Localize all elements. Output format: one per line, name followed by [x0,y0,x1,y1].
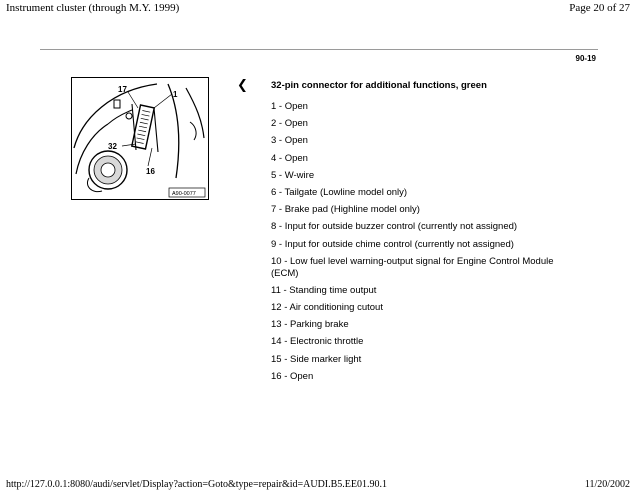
footer-url: http://127.0.0.1:8080/audi/servlet/Display?action=Goto&type=repair&id=AUDI.B5.EE01.90.1 [6,479,388,490]
pin-item: 10 - Low fuel level warning-output signal for Engine Control Module (ECM) [271,255,554,279]
callout-16: 16 [146,167,155,176]
callout-17: 17 [118,85,127,94]
pin-item: 5 - W-wire [271,169,315,181]
callout-1: 1 [173,90,178,99]
page-number: Page 20 of 27 [569,2,630,14]
pin-item: 9 - Input for outside chime control (currently not assigned) [271,238,514,250]
connector-title: 32-pin connector for additional functions, green [271,80,487,91]
pin-item: 14 - Electronic throttle [271,336,364,348]
pin-item: 8 - Input for outside buzzer control (currently not assigned) [271,221,518,233]
pin-item: 15 - Side marker light [271,353,362,365]
document-title: Instrument cluster (through M.Y. 1999) [6,2,180,14]
footer-date: 11/20/2002 [584,479,630,490]
pin-item: 6 - Tailgate (Lowline model only) [271,186,408,198]
pin-item: 4 - Open [271,152,308,164]
pin-item: 16 - Open [271,370,314,382]
pin-item: 7 - Brake pad (Highline model only) [271,204,420,216]
pin-list [271,101,571,388]
pin-item: 1 - Open [271,101,308,112]
page-code: 90-19 [575,54,596,63]
pin-item: 11 - Standing time output [271,284,377,296]
pin-item: 13 - Parking brake [271,319,349,331]
connector-illustration [71,77,209,200]
header-rule [40,49,598,50]
connector-drawing [72,78,208,199]
back-arrow-icon[interactable]: ❮ [237,77,248,92]
pin-item: 2 - Open [271,118,308,130]
figure-code: A90-0077 [172,191,196,197]
pin-item: 12 - Air conditioning cutout [271,302,383,314]
pin-item: 3 - Open [271,135,308,147]
callout-32: 32 [108,142,117,151]
